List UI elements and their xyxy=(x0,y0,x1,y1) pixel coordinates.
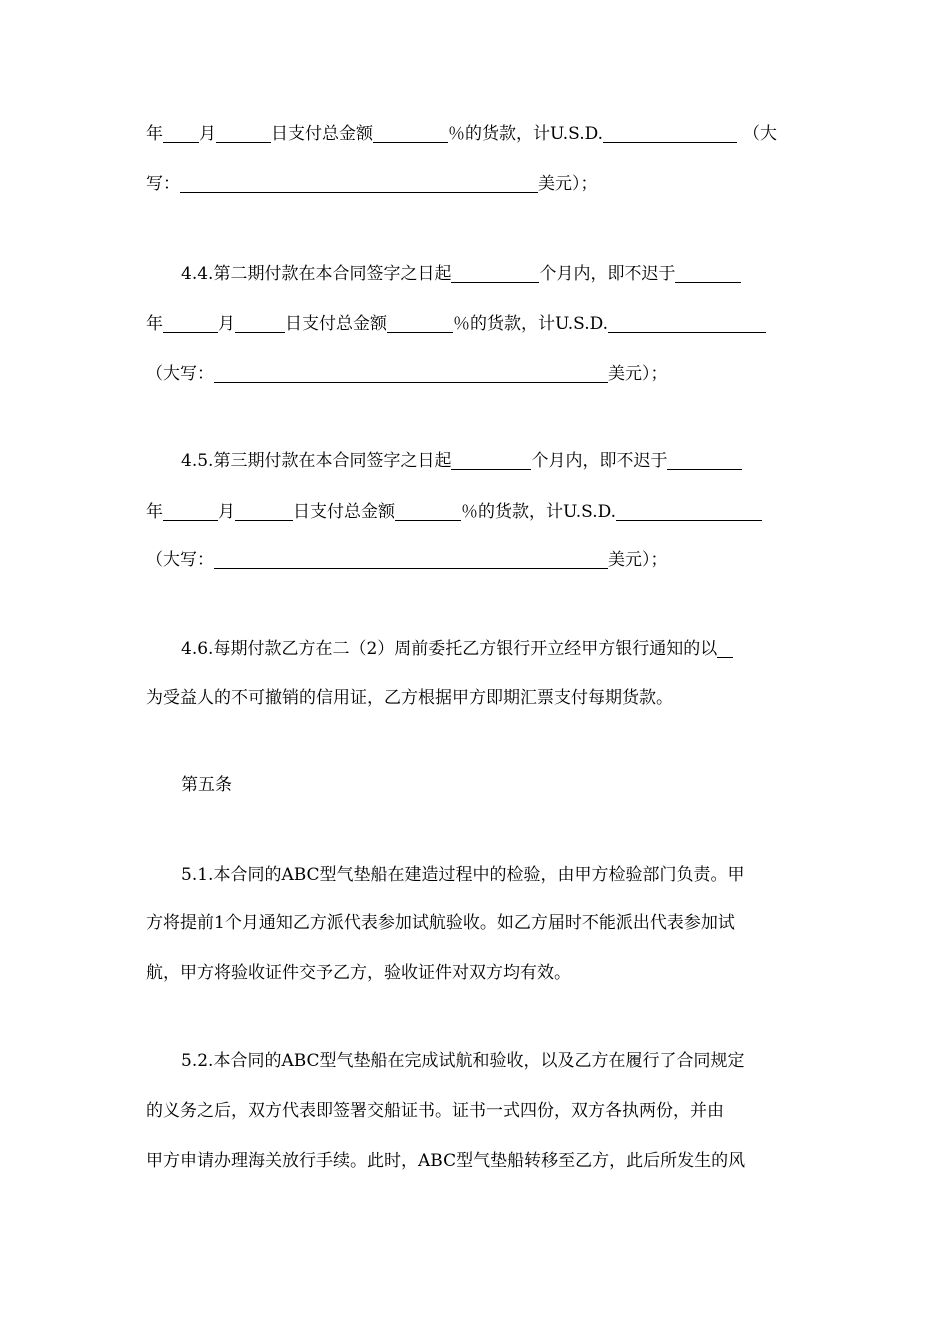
text-month: 月 xyxy=(218,502,235,522)
text-year: 年 xyxy=(146,502,163,522)
clause-4-3-line-2 xyxy=(146,125,806,151)
text-clause-4-5: 4.5.第三期付款在本合同签字之日起 xyxy=(181,451,452,471)
clause-5-2-line-3 xyxy=(146,1153,806,1179)
text-within-months: 个月内，即不迟于 xyxy=(531,451,668,471)
clause-5-2-line-1 xyxy=(181,1053,841,1079)
text-year: 年 xyxy=(146,314,163,334)
blank-usd-amount xyxy=(608,315,766,333)
blank-percent xyxy=(387,315,453,333)
blank-months xyxy=(451,265,539,283)
clause-5-1-line-2 xyxy=(146,915,806,941)
text-clause-5-2-cont-2: 甲方申请办理海关放行手续。此时，ABC型气垫船转移至乙方，此后所发生的风 xyxy=(146,1151,746,1171)
blank-day xyxy=(235,315,285,333)
text-clause-4-4: 4.4.第二期付款在本合同签字之日起 xyxy=(181,264,452,284)
text-clause-4-6: 4.6.每期付款乙方在二（2）周前委托乙方银行开立经甲方银行通知的以 xyxy=(181,639,718,659)
blank-percent xyxy=(395,503,461,521)
text-year: 年 xyxy=(146,124,163,144)
clause-5-1-line-1 xyxy=(181,867,841,893)
clause-4-3-line-3 xyxy=(146,175,806,201)
clause-4-5-line-3 xyxy=(146,551,806,577)
clause-4-4-line-2 xyxy=(146,315,806,341)
blank-month xyxy=(163,125,199,143)
text-capital-open: （大 xyxy=(743,124,778,144)
article-5-heading xyxy=(181,777,841,803)
text-capital-label: 写： xyxy=(146,174,180,194)
text-pay-total: 日支付总金额 xyxy=(293,502,395,522)
clause-4-5-line-2 xyxy=(146,503,806,529)
blank-deadline-year xyxy=(675,265,741,283)
text-clause-5-1-cont: 方将提前1个月通知乙方派代表参加试航验收。如乙方届时不能派出代表参加试 xyxy=(146,913,735,933)
blank-month xyxy=(163,315,218,333)
text-usd-close: 美元）； xyxy=(608,550,668,570)
blank-capital-amount xyxy=(214,551,608,569)
blank-capital-amount xyxy=(180,175,538,193)
blank-beneficiary xyxy=(717,640,733,658)
blank-usd-amount xyxy=(603,125,737,143)
text-capital-label: （大写： xyxy=(146,364,214,384)
clause-4-6-line-2 xyxy=(146,690,806,716)
blank-day xyxy=(216,125,271,143)
blank-day xyxy=(235,503,293,521)
clause-4-4-line-3 xyxy=(146,365,806,391)
blank-usd-amount xyxy=(616,503,762,521)
text-usd-close: 美元）； xyxy=(608,364,668,384)
clause-4-5-line-1 xyxy=(181,452,841,478)
text-percent-usd: ％的货款，计U.S.D. xyxy=(448,124,604,144)
article-title: 第五条 xyxy=(181,775,232,795)
blank-percent xyxy=(373,125,448,143)
clause-5-2-line-2 xyxy=(146,1103,806,1129)
text-month: 月 xyxy=(218,314,235,334)
blank-capital-amount xyxy=(214,365,608,383)
text-percent-usd: ％的货款，计U.S.D. xyxy=(461,502,617,522)
text-capital-label: （大写： xyxy=(146,550,214,570)
text-pay-total: 日支付总金额 xyxy=(271,124,373,144)
text-clause-5-2-cont: 的义务之后，双方代表即签署交船证书。证书一式四份，双方各执两份，并由 xyxy=(146,1101,724,1121)
text-clause-4-6-cont: 为受益人的不可撤销的信用证，乙方根据甲方即期汇票支付每期货款。 xyxy=(146,688,673,708)
clause-4-6-line-1 xyxy=(181,640,841,666)
blank-month xyxy=(163,503,218,521)
text-clause-5-2: 5.2.本合同的ABC型气垫船在完成试航和验收，以及乙方在履行了合同规定 xyxy=(181,1051,745,1071)
clause-5-1-line-3 xyxy=(146,965,806,991)
text-usd-close: 美元）； xyxy=(538,174,598,194)
text-percent-usd: ％的货款，计U.S.D. xyxy=(453,314,609,334)
text-pay-total: 日支付总金额 xyxy=(285,314,387,334)
blank-months xyxy=(451,452,531,470)
text-month: 月 xyxy=(199,124,216,144)
clause-4-4-line-1 xyxy=(181,265,841,291)
blank-deadline-year xyxy=(667,452,742,470)
text-within-months: 个月内，即不迟于 xyxy=(539,264,676,284)
text-clause-5-1: 5.1.本合同的ABC型气垫船在建造过程中的检验，由甲方检验部门负责。甲 xyxy=(181,865,745,885)
text-clause-5-1-end: 航，甲方将验收证件交予乙方，验收证件对双方均有效。 xyxy=(146,963,571,983)
